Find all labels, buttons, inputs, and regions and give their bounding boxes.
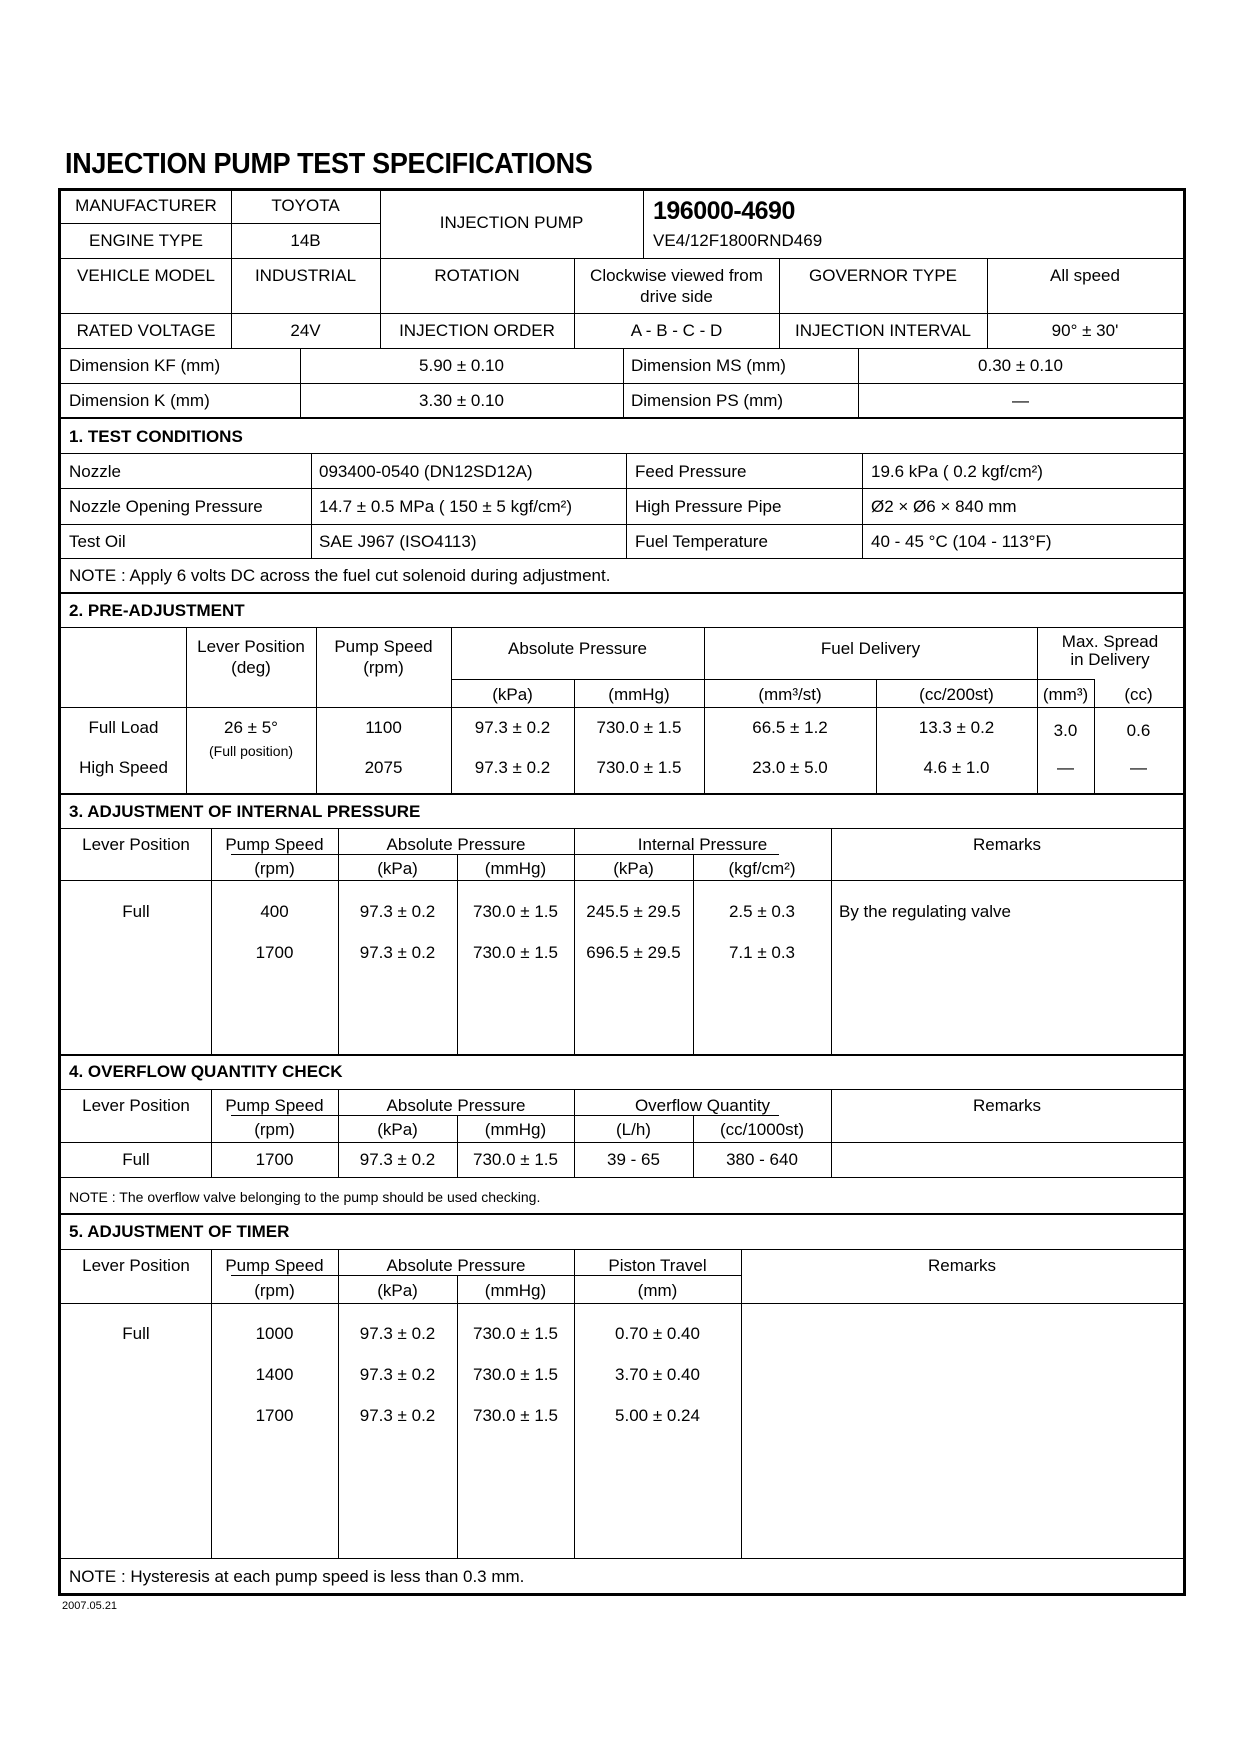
high-pressure-pipe-value: Ø2 × Ø6 × 840 mm: [871, 497, 1017, 516]
internal-kpa-cell: 696.5 ± 29.5: [586, 943, 681, 962]
manufacturer-value: TOYOTA: [271, 196, 340, 215]
internal-pressure-heading: 3. ADJUSTMENT OF INTERNAL PRESSURE: [69, 802, 421, 821]
cc-per-1000st-unit: (cc/1000st): [719, 1120, 805, 1139]
test-conditions-heading: 1. TEST CONDITIONS: [69, 427, 243, 446]
kpa-cell: 97.3 ± 0.2: [474, 758, 551, 777]
absolute-pressure-header: Absolute Pressure: [386, 1096, 526, 1115]
rated-voltage-value: 24V: [290, 321, 321, 340]
rotation-value-line2: drive side: [640, 287, 713, 306]
dimension-ms-label: Dimension MS (mm): [631, 356, 786, 375]
dimension-ps-label: Dimension PS (mm): [631, 391, 784, 410]
rule: [61, 1558, 1183, 1559]
rated-voltage-label: RATED VOLTAGE: [76, 321, 216, 340]
vehicle-model-label: VEHICLE MODEL: [77, 266, 215, 285]
spread-mm3-cell: —: [1057, 758, 1074, 777]
nozzle-opening-pressure-value: 14.7 ± 0.5 MPa ( 150 ± 5 kgf/cm²): [319, 497, 572, 516]
lever-position-cell: Full: [122, 1150, 150, 1169]
pump-speed-unit: (rpm): [254, 1120, 295, 1139]
nozzle-label: Nozzle: [69, 462, 121, 481]
mmhg-cell: 730.0 ± 1.5: [473, 1365, 558, 1384]
engine-type-label: ENGINE TYPE: [89, 231, 203, 250]
mmhg-cell: 730.0 ± 1.5: [473, 943, 558, 962]
cc-per-200st-unit: (cc/200st): [919, 685, 994, 704]
mmhg-cell: 730.0 ± 1.5: [473, 902, 558, 921]
kpa-cell: 97.3 ± 0.2: [359, 1324, 436, 1343]
mmhg-unit: (mmHg): [608, 685, 670, 704]
kpa-cell: 97.3 ± 0.2: [359, 1406, 436, 1425]
model-code: VE4/12F1800RND469: [653, 231, 823, 250]
kpa-cell: 97.3 ± 0.2: [359, 1150, 436, 1169]
nozzle-opening-pressure-label: Nozzle Opening Pressure: [69, 497, 263, 516]
rule: [643, 191, 644, 258]
internal-pressure-header: Internal Pressure: [637, 835, 768, 854]
rule: [451, 679, 1094, 680]
pump-speed-cell: 1100: [365, 718, 402, 737]
rotation-label: ROTATION: [434, 266, 520, 285]
mm-unit: (mm): [637, 1281, 678, 1300]
part-number: 196000-4690: [653, 197, 795, 225]
rule: [61, 1089, 1183, 1090]
rule: [61, 488, 1183, 489]
remarks-header: Remarks: [927, 1256, 996, 1275]
injection-order-value: A - B - C - D: [630, 321, 723, 340]
kpa-cell: 97.3 ± 0.2: [359, 1365, 436, 1384]
internal-kpa-unit: (kPa): [613, 859, 654, 878]
rule: [61, 592, 1183, 594]
pump-speed-cell: 1700: [255, 1406, 294, 1425]
rule: [61, 793, 1183, 795]
lever-position-header: Lever Position: [82, 1256, 190, 1275]
dimension-kf-value: 5.90 ± 0.10: [419, 356, 504, 375]
mm3-per-stroke-unit: (mm³/st): [758, 685, 822, 704]
mm3-cell: 23.0 ± 5.0: [752, 758, 828, 777]
vehicle-model-value: INDUSTRIAL: [254, 266, 357, 285]
kpa-unit: (kPa): [377, 859, 418, 878]
pump-speed-unit: (rpm): [363, 658, 404, 677]
rule: [623, 348, 624, 418]
row-name: Full Load: [88, 718, 159, 737]
pump-speed-unit: (rpm): [254, 859, 295, 878]
rule: [61, 627, 1183, 628]
feed-pressure-value: 19.6 kPa ( 0.2 kgf/cm²): [871, 462, 1043, 481]
rule: [61, 383, 1183, 384]
rule: [626, 453, 627, 558]
injection-interval-value: 90° ± 30': [1051, 321, 1119, 340]
absolute-pressure-header: Absolute Pressure: [386, 1256, 526, 1275]
fuel-temperature-label: Fuel Temperature: [635, 532, 768, 551]
cc-cell: 380 - 640: [726, 1150, 798, 1169]
kpa-cell: 97.3 ± 0.2: [474, 718, 551, 737]
pre-adjustment-heading: 2. PRE-ADJUSTMENT: [69, 601, 245, 620]
lever-position-header: Lever Position: [82, 835, 190, 854]
injection-order-label: INJECTION ORDER: [399, 321, 555, 340]
mmhg-cell: 730.0 ± 1.5: [596, 758, 682, 777]
rotation-value-line1: Clockwise viewed from: [590, 266, 763, 285]
pump-speed-cell: 1400: [255, 1365, 294, 1384]
piston-travel-header: Piston Travel: [608, 1256, 707, 1275]
timer-heading: 5. ADJUSTMENT OF TIMER: [69, 1222, 290, 1241]
absolute-pressure-header: Absolute Pressure: [386, 835, 526, 854]
kpa-cell: 97.3 ± 0.2: [359, 902, 436, 921]
rule: [61, 453, 1183, 454]
overflow-quantity-header: Overflow Quantity: [634, 1096, 771, 1115]
rule: [61, 1054, 1183, 1056]
remarks-header: Remarks: [972, 835, 1041, 854]
rule: [61, 707, 1183, 708]
pump-speed-cell: 1700: [255, 1150, 294, 1169]
rule: [61, 313, 1183, 314]
max-spread-header: Max. Spread: [1061, 632, 1159, 651]
feed-pressure-label: Feed Pressure: [635, 462, 747, 481]
pump-speed-cell: 2075: [364, 758, 403, 777]
rule: [61, 1303, 1183, 1304]
kpa-unit: (kPa): [492, 685, 533, 704]
cc-cell: 4.6 ± 1.0: [923, 758, 990, 777]
max-spread-header-line2: in Delivery: [1070, 650, 1150, 669]
rule: [741, 1249, 742, 1558]
rule: [831, 828, 832, 1055]
dimension-ms-value: 0.30 ± 0.10: [978, 356, 1063, 375]
mmhg-cell: 730.0 ± 1.5: [596, 718, 682, 737]
piston-travel-cell: 3.70 ± 0.40: [615, 1365, 700, 1384]
governor-type-value: All speed: [1050, 266, 1120, 285]
row-name: High Speed: [79, 758, 168, 777]
rule: [862, 453, 863, 558]
pump-speed-cell: 1700: [255, 943, 294, 962]
pump-speed-header: Pump Speed: [225, 1256, 324, 1275]
spec-sheet: [58, 188, 1186, 1596]
engine-type-value: 14B: [290, 231, 321, 250]
test-oil-label: Test Oil: [69, 532, 126, 551]
overflow-heading: 4. OVERFLOW QUANTITY CHECK: [69, 1062, 343, 1081]
dimension-k-label: Dimension K (mm): [69, 391, 210, 410]
pump-speed-cell: 400: [260, 902, 289, 921]
cc-cell: 13.3 ± 0.2: [918, 718, 995, 737]
manufacturer-label: MANUFACTURER: [75, 196, 217, 215]
dimension-k-value: 3.30 ± 0.10: [419, 391, 504, 410]
remarks-header: Remarks: [972, 1096, 1041, 1115]
rule: [61, 1249, 1183, 1250]
spread-mm3-cell: 3.0: [1053, 721, 1078, 740]
rule: [61, 1142, 1183, 1143]
rule: [61, 558, 1183, 559]
pump-speed-unit: (rpm): [254, 1281, 295, 1300]
lever-position-value: Full: [122, 1324, 150, 1343]
pump-speed-header: Pump Speed: [334, 637, 433, 656]
mmhg-cell: 730.0 ± 1.5: [473, 1406, 558, 1425]
injection-pump-label: INJECTION PUMP: [439, 213, 584, 232]
mmhg-unit: (mmHg): [484, 1120, 547, 1139]
nozzle-value: 093400-0540 (DN12SD12A): [319, 462, 533, 481]
overflow-note: NOTE : The overflow valve belonging to the pump should be used checking.: [69, 1189, 541, 1205]
pump-speed-cell: 1000: [255, 1324, 294, 1343]
pump-speed-header: Pump Speed: [225, 835, 324, 854]
spread-cc-unit: (cc): [1124, 685, 1153, 704]
lever-position-header: Lever Position: [197, 637, 305, 656]
rule: [61, 417, 1183, 419]
kgf-unit: (kgf/cm²): [728, 859, 796, 878]
kpa-unit: (kPa): [377, 1120, 418, 1139]
rule: [61, 524, 1183, 525]
mm3-cell: 66.5 ± 1.2: [752, 718, 828, 737]
mmhg-unit: (mmHg): [484, 859, 547, 878]
kgf-cell: 7.1 ± 0.3: [728, 943, 796, 962]
mmhg-unit: (mmHg): [484, 1281, 547, 1300]
page-title: INJECTION PUMP TEST SPECIFICATIONS: [65, 148, 593, 180]
injection-interval-label: INJECTION INTERVAL: [794, 321, 971, 340]
spread-cc-cell: 0.6: [1126, 721, 1151, 740]
internal-kpa-cell: 245.5 ± 29.5: [586, 902, 681, 921]
dimension-ps-value: —: [1012, 391, 1029, 410]
rule: [311, 453, 312, 558]
lever-position-value: Full: [122, 902, 150, 921]
rule: [61, 258, 1183, 259]
absolute-pressure-header: Absolute Pressure: [508, 639, 647, 658]
kpa-unit: (kPa): [377, 1281, 418, 1300]
rule: [61, 1213, 1183, 1215]
lever-position-header: Lever Position: [82, 1096, 190, 1115]
test-oil-value: SAE J967 (ISO4113): [319, 532, 477, 551]
kgf-cell: 2.5 ± 0.3: [728, 902, 796, 921]
lever-position-note: (Full position): [208, 743, 294, 759]
rule: [61, 880, 1183, 881]
lh-cell: 39 - 65: [607, 1150, 660, 1169]
governor-type-label: GOVERNOR TYPE: [809, 266, 957, 285]
document-date: 2007.05.21: [62, 1600, 118, 1612]
rule: [61, 223, 380, 224]
pump-speed-header: Pump Speed: [225, 1096, 324, 1115]
spread-mm3-unit: (mm³): [1042, 685, 1089, 704]
mmhg-cell: 730.0 ± 1.5: [473, 1324, 558, 1343]
solenoid-note: NOTE : Apply 6 volts DC across the fuel cut solenoid during adjustment.: [69, 566, 611, 585]
fuel-delivery-header: Fuel Delivery: [820, 639, 921, 658]
fuel-temperature-value: 40 - 45 °C (104 - 113°F): [871, 532, 1052, 551]
lever-position-unit: (deg): [231, 658, 271, 677]
spread-cc-cell: —: [1130, 758, 1147, 777]
rule: [61, 1177, 1183, 1178]
piston-travel-cell: 5.00 ± 0.24: [615, 1406, 700, 1425]
dimension-kf-label: Dimension KF (mm): [69, 356, 221, 375]
mmhg-cell: 730.0 ± 1.5: [473, 1150, 558, 1169]
remarks-value: By the regulating valve: [839, 902, 1011, 921]
piston-travel-cell: 0.70 ± 0.40: [615, 1324, 700, 1343]
lever-position-value: 26 ± 5°: [224, 718, 278, 737]
rule: [61, 828, 1183, 829]
hysteresis-note: NOTE : Hysteresis at each pump speed is less than 0.3 mm.: [69, 1567, 525, 1586]
kpa-cell: 97.3 ± 0.2: [359, 943, 436, 962]
high-pressure-pipe-label: High Pressure Pipe: [635, 497, 782, 516]
rule: [61, 348, 1183, 349]
lh-unit: (L/h): [616, 1120, 651, 1139]
